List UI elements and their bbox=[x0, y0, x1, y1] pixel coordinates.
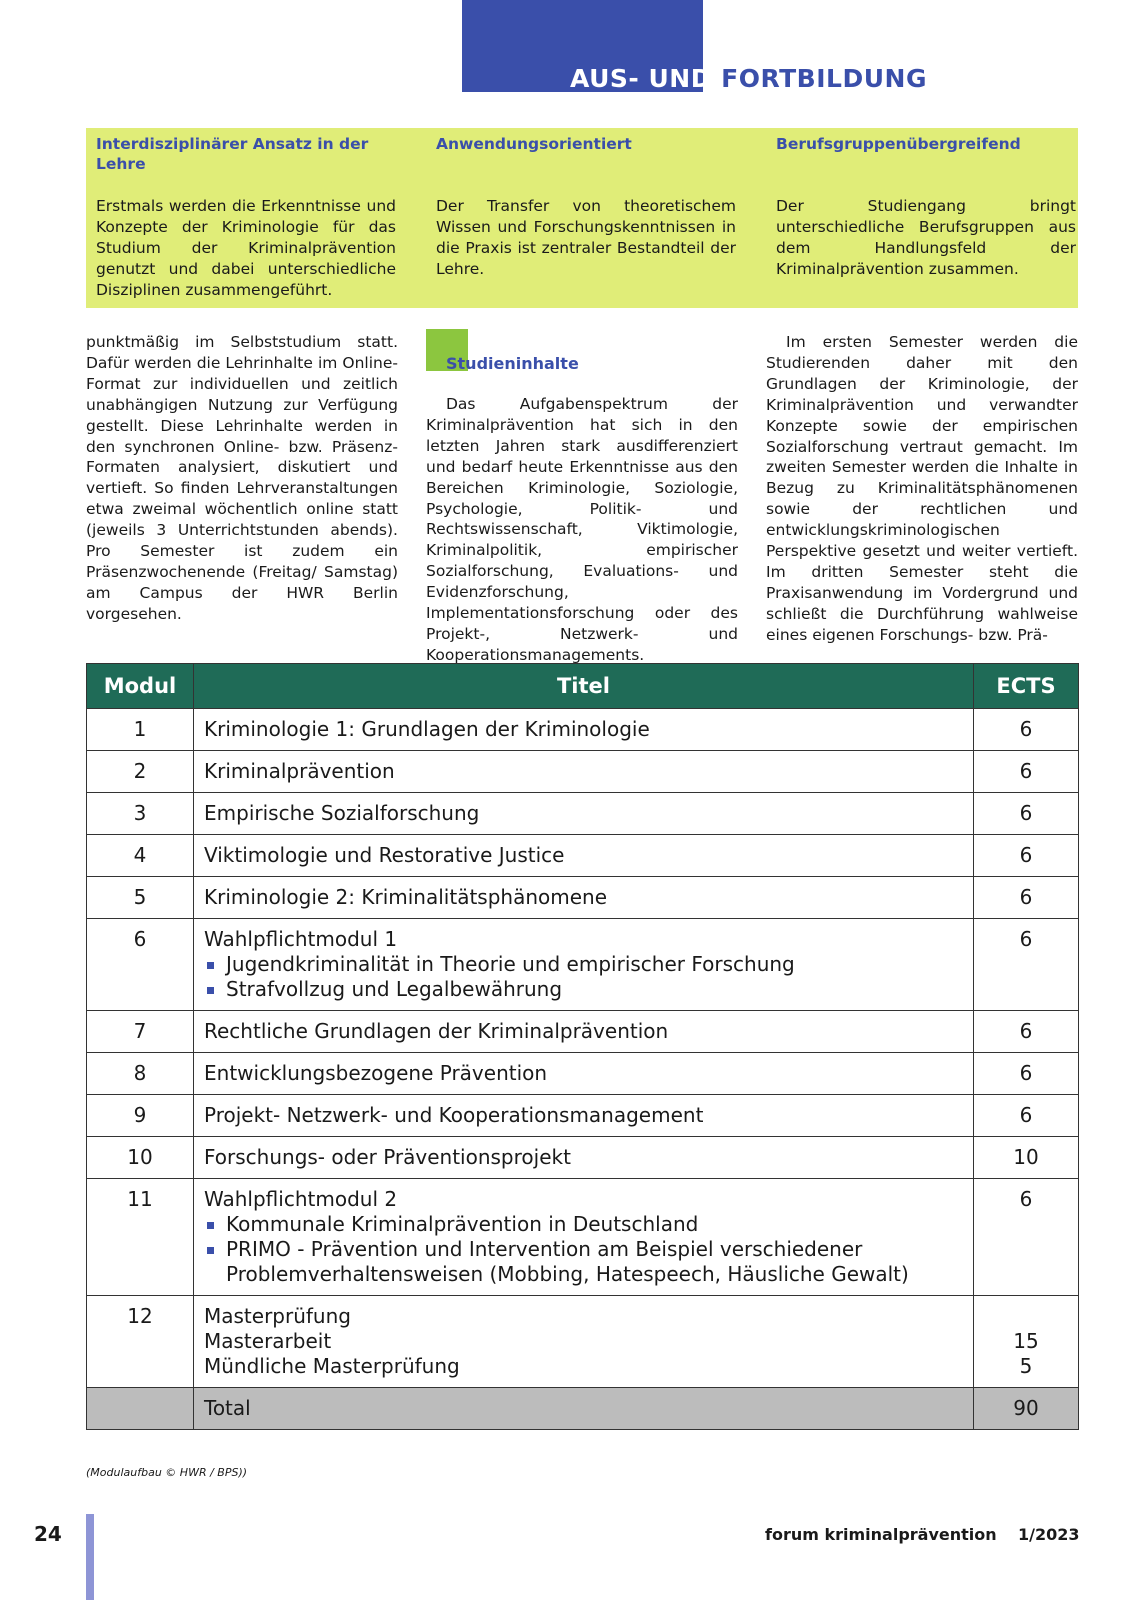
issue-number: 1/2023 bbox=[1018, 1525, 1080, 1544]
modul-cell: 5 bbox=[87, 877, 194, 919]
bullet-square-icon bbox=[204, 1212, 226, 1237]
title-cell bbox=[194, 1296, 974, 1388]
title-cell: Projekt- Netzwerk- und Kooperationsmanagement bbox=[194, 1095, 974, 1137]
ects-cell: 6 bbox=[974, 709, 1079, 751]
title-cell: Viktimologie und Restorative Justice bbox=[194, 835, 974, 877]
highlights-box bbox=[86, 128, 1078, 308]
list-item-text: Strafvollzug und Legalbewährung bbox=[226, 977, 563, 1001]
title-cell: Kriminologie 2: Kriminalitätsphänomene bbox=[194, 877, 974, 919]
table-row bbox=[87, 1179, 1079, 1296]
magazine-title: forum kriminalprävention bbox=[765, 1525, 997, 1544]
title-cell: Empirische Sozialforschung bbox=[194, 793, 974, 835]
ects-thesis: 15 bbox=[1013, 1329, 1039, 1353]
table-row bbox=[87, 793, 1079, 835]
table-row bbox=[87, 1011, 1079, 1053]
paragraph: Das Aufgabenspektrum der Kriminalprävention hat sich in den letzten Jahren stark ausdifferenziert und bedarf heute Erkenntnisse aus den Bereichen Kriminologie, Soziologie, Psychologie, Politik- und Rechtswissenschaft, Viktimologie, Kriminalpolitik, empirischer Sozialforschung, Evaluations- und Evidenzforschung, Implementationsforschung oder des Projekt-, Netzwerk- und Kooperationsmanagements. bbox=[426, 395, 738, 664]
exam-title: Masterprüfung bbox=[204, 1304, 351, 1328]
exam-thesis: Masterarbeit bbox=[204, 1329, 332, 1353]
ects-oral: 5 bbox=[1019, 1354, 1033, 1378]
total-ects: 90 bbox=[974, 1388, 1079, 1430]
bullet-square-icon bbox=[204, 977, 226, 1002]
title-cell: Rechtliche Grundlagen der Kriminalprävention bbox=[194, 1011, 974, 1053]
ects-cell: 6 bbox=[974, 1179, 1079, 1296]
highlight-heading: Anwendungsorientiert bbox=[436, 135, 632, 153]
modul-cell: 6 bbox=[87, 919, 194, 1011]
ects-cell: 6 bbox=[974, 1095, 1079, 1137]
table-caption: (Modulaufbau © HWR / BPS)) bbox=[86, 1466, 248, 1479]
table-row bbox=[87, 1053, 1079, 1095]
page-number: 24 bbox=[34, 1522, 62, 1546]
table-row bbox=[87, 835, 1079, 877]
title-cell bbox=[194, 919, 974, 1011]
title-cell: Forschungs- oder Präventionsprojekt bbox=[194, 1137, 974, 1179]
title-cell bbox=[194, 1179, 974, 1296]
modul-cell: 3 bbox=[87, 793, 194, 835]
list-item bbox=[204, 977, 963, 1002]
list-item bbox=[204, 952, 963, 977]
section-title: AUS- UND FORTBILDUNG bbox=[570, 64, 927, 93]
list-item-text: PRIMO - Prävention und Intervention am Beispiel verschiedener Problemverhaltensweisen (Mobbing, Hatespeech, Häusliche Gewalt) bbox=[226, 1237, 909, 1286]
bullet-square-icon bbox=[204, 952, 226, 977]
table-row bbox=[87, 1095, 1079, 1137]
ects-cell: 10 bbox=[974, 1137, 1079, 1179]
footer-accent-bar bbox=[86, 1514, 94, 1600]
ects-cell: 6 bbox=[974, 919, 1079, 1011]
ects-cell: 6 bbox=[974, 835, 1079, 877]
list-item bbox=[204, 1212, 963, 1237]
modul-cell: 8 bbox=[87, 1053, 194, 1095]
title-cell: Kriminologie 1: Grundlagen der Kriminologie bbox=[194, 709, 974, 751]
article-column-2 bbox=[426, 394, 738, 666]
highlight-heading: Interdisziplinärer Ansatz in der Lehre bbox=[96, 135, 369, 173]
table-row bbox=[87, 709, 1079, 751]
article-column-1 bbox=[86, 332, 398, 625]
modul-cell: 10 bbox=[87, 1137, 194, 1179]
modul-cell: 9 bbox=[87, 1095, 194, 1137]
elective-title: Wahlpflichtmodul 2 bbox=[204, 1187, 398, 1211]
modul-cell: 11 bbox=[87, 1179, 194, 1296]
modul-cell: 12 bbox=[87, 1296, 194, 1388]
table-row bbox=[87, 751, 1079, 793]
total-label: Total bbox=[194, 1388, 974, 1430]
subheading-studieninhalte: Studieninhalte bbox=[446, 354, 579, 373]
table-row bbox=[87, 1137, 1079, 1179]
table-row bbox=[87, 877, 1079, 919]
modul-cell: 4 bbox=[87, 835, 194, 877]
exam-oral: Mündliche Masterprüfung bbox=[204, 1354, 460, 1378]
highlight-text: Der Transfer von theoretischem Wissen und Forschungskenntnissen in die Praxis ist zentraler Bestandteil der Lehre. bbox=[436, 197, 736, 278]
ects-cell: 6 bbox=[974, 793, 1079, 835]
list-item-text: Jugendkriminalität in Theorie und empirischer Forschung bbox=[226, 952, 795, 976]
paragraph: punktmäßig im Selbststudium statt. Dafür werden die Lehrinhalte im Online-Format zur individuellen und zeitlich unabhängigen Nutzung zur Verfügung gestellt. Diese Lehrinhalte werden in den synchronen Online- bzw. Präsenz-Formaten analysiert, diskutiert und vertieft. So finden Lehrveranstaltungen etwa zweimal wöchentlich online statt (jeweils 3 Unterrichtstunden abends). Pro Semester ist zudem ein Präsenzwochenende (Freitag/ Samstag) am Campus der HWR Berlin vorgesehen. bbox=[86, 333, 398, 623]
ects-cell: 6 bbox=[974, 751, 1079, 793]
modul-cell: 2 bbox=[87, 751, 194, 793]
table-header-row bbox=[87, 664, 1079, 709]
header-modul: Modul bbox=[87, 664, 194, 709]
table-row bbox=[87, 1296, 1079, 1388]
bullet-square-icon bbox=[204, 1237, 226, 1287]
article-column-3 bbox=[766, 332, 1078, 646]
ects-cell: 6 bbox=[974, 1053, 1079, 1095]
module-table bbox=[86, 663, 1079, 1430]
ects-cell: 6 bbox=[974, 877, 1079, 919]
modul-cell: 7 bbox=[87, 1011, 194, 1053]
header-ects: ECTS bbox=[974, 664, 1079, 709]
title-cell: Kriminalprävention bbox=[194, 751, 974, 793]
title-cell: Entwicklungsbezogene Prävention bbox=[194, 1053, 974, 1095]
total-row bbox=[87, 1388, 1079, 1430]
header-titel: Titel bbox=[194, 664, 974, 709]
elective-title: Wahlpflichtmodul 1 bbox=[204, 927, 398, 951]
table-row bbox=[87, 919, 1079, 1011]
ects-cell bbox=[974, 1296, 1079, 1388]
modul-cell: 1 bbox=[87, 709, 194, 751]
list-item bbox=[204, 1237, 963, 1287]
list-item-text: Kommunale Kriminalprävention in Deutschland bbox=[226, 1212, 699, 1236]
highlight-text: Erstmals werden die Erkenntnisse und Konzepte der Kriminologie für das Studium der Kriminalprävention genutzt und dabei unterschiedliche Disziplinen zusammengeführt. bbox=[96, 197, 396, 299]
highlight-heading: Berufsgruppenübergreifend bbox=[776, 135, 1021, 153]
ects-cell: 6 bbox=[974, 1011, 1079, 1053]
total-empty-cell bbox=[87, 1388, 194, 1430]
paragraph: Im ersten Semester werden die Studierenden daher mit den Grundlagen der Kriminologie, der Kriminalprävention und verwandter Konzepte sowie der empirischen Sozialforschung vertraut gemacht. Im zweiten Semester werden die Inhalte in Bezug zu Kriminalitätsphänomenen sowie der rechtlichen und entwicklungskriminologischen Perspektive gesetzt und weiter vertieft. Im dritten Semester steht die Praxisanwendung im Vordergrund und schließt die Durchführung wahlweise eines eigenen Forschungs- bzw. Prä- bbox=[766, 333, 1078, 644]
highlight-text: Der Studiengang bringt unterschiedliche Berufsgruppen aus dem Handlungsfeld der Kriminalprävention zusammen. bbox=[776, 197, 1076, 278]
